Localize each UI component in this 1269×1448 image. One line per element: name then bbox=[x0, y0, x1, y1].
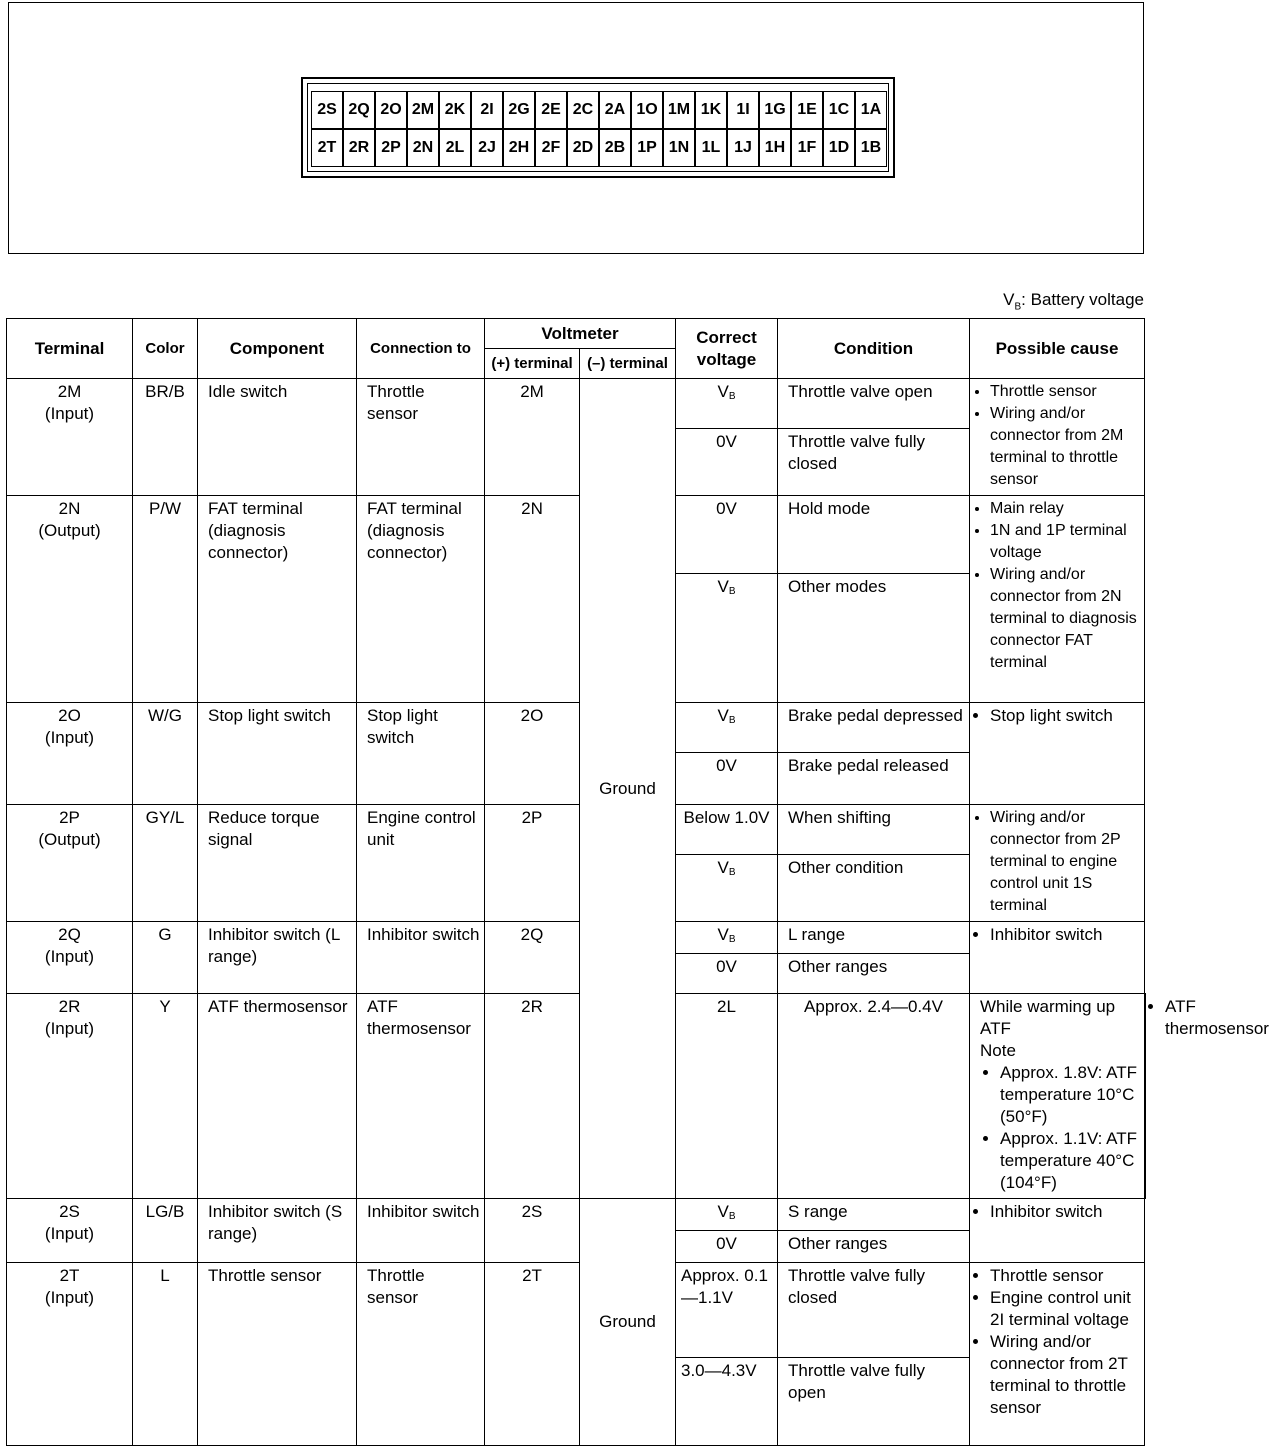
plus-terminal: 2R bbox=[485, 993, 580, 1198]
list-item: • Stop light switch bbox=[990, 705, 1140, 727]
condition: When shifting bbox=[778, 805, 970, 855]
component: Throttle sensor bbox=[198, 1263, 357, 1446]
terminal-io: (Output) bbox=[38, 520, 101, 540]
connector-pin-2b: 2B bbox=[599, 129, 631, 167]
minus-terminal-ground: Ground bbox=[580, 379, 676, 1199]
terminal-id: 2O bbox=[58, 705, 81, 725]
voltage-value: 0V bbox=[716, 432, 737, 452]
list-item: • Wiring and/or connector from 2T terminal to throttle sensor bbox=[990, 1331, 1140, 1419]
possible-causes bbox=[970, 1198, 1145, 1262]
connector-pin-1l: 1L bbox=[695, 129, 727, 167]
connection-to: ATF thermosensor bbox=[357, 993, 485, 1198]
possible-causes bbox=[970, 921, 1145, 993]
table-row bbox=[7, 1198, 1146, 1230]
connector-pin-grid bbox=[311, 91, 887, 167]
connection-to: Inhibitor switch bbox=[357, 921, 485, 993]
connector-pin-1m: 1M bbox=[663, 91, 695, 129]
plus-terminal: 2P bbox=[485, 805, 580, 922]
possible-causes bbox=[970, 1263, 1145, 1446]
connector-pin-2h: 2H bbox=[503, 129, 535, 167]
component: Inhibitor switch (L range) bbox=[198, 921, 357, 993]
connector-pin-2g: 2G bbox=[503, 91, 535, 129]
connector-pin-1b: 1B bbox=[855, 129, 887, 167]
header-color: Color bbox=[133, 319, 198, 379]
voltage-value: $V_B$ bbox=[717, 858, 736, 879]
table-row bbox=[7, 379, 1146, 429]
connector-pin-1c: 1C bbox=[823, 91, 855, 129]
voltage-value: 0V bbox=[716, 956, 737, 976]
wire-color: GY/L bbox=[133, 805, 198, 922]
list-item: • Approx. 1.8V: ATF temperature 10°C (50°F) bbox=[1000, 1062, 1140, 1128]
plus-terminal: 2S bbox=[485, 1198, 580, 1262]
connector-pin-2o: 2O bbox=[375, 91, 407, 129]
connector-pin-2d: 2D bbox=[567, 129, 599, 167]
minus-terminal-ground: Ground bbox=[580, 1198, 676, 1445]
correct-voltage bbox=[676, 921, 778, 953]
header-voltmeter: Voltmeter bbox=[485, 319, 676, 349]
note-label: Note bbox=[980, 1040, 1016, 1060]
terminal-io: (Input) bbox=[44, 727, 95, 747]
condition: Throttle valve fully closed bbox=[778, 1263, 970, 1357]
connector-pin-2i: 2I bbox=[471, 91, 503, 129]
plus-terminal: 2Q bbox=[485, 921, 580, 993]
terminal-io: (Input) bbox=[44, 404, 95, 424]
correct-voltage: Approx. 2.4—0.4V bbox=[778, 993, 970, 1198]
table-row bbox=[7, 805, 1146, 855]
header-possible-cause: Possible cause bbox=[970, 319, 1145, 379]
wire-color: P/W bbox=[133, 495, 198, 702]
voltage-value: $V_B$ bbox=[717, 705, 736, 726]
voltage-value: 0V bbox=[716, 498, 737, 518]
connector-pin-2n: 2N bbox=[407, 129, 439, 167]
connector-pin-2q: 2Q bbox=[343, 91, 375, 129]
list-item: • Wiring and/or connector from 2N terminal to diagnosis connector FAT terminal bbox=[990, 564, 1140, 674]
header-component: Component bbox=[198, 319, 357, 379]
connector-pin-1k: 1K bbox=[695, 91, 727, 129]
terminal-io: (Input) bbox=[44, 946, 95, 966]
condition: L range bbox=[778, 921, 970, 953]
list-item: • Approx. 1.1V: ATF temperature 40°C (104°F) bbox=[1000, 1128, 1140, 1194]
possible-causes bbox=[970, 805, 1145, 922]
list-item: • Inhibitor switch bbox=[990, 1201, 1140, 1223]
header-minus-terminal: (–) terminal bbox=[580, 349, 676, 379]
correct-voltage bbox=[676, 1198, 778, 1230]
connection-to: Throttle sensor bbox=[357, 1263, 485, 1446]
correct-voltage: Approx. 0.1—1.1V bbox=[676, 1263, 778, 1357]
table-row bbox=[7, 993, 1146, 1198]
list-item: • Wiring and/or connector from 2P terminal to engine control unit 1S terminal bbox=[990, 807, 1140, 917]
component: ATF thermosensor bbox=[198, 993, 357, 1198]
correct-voltage bbox=[676, 855, 778, 921]
connector-pin-2r: 2R bbox=[343, 129, 375, 167]
terminal-id: 2M bbox=[57, 382, 82, 402]
connection-to: Inhibitor switch bbox=[357, 1198, 485, 1262]
component: Idle switch bbox=[198, 379, 357, 496]
correct-voltage: 3.0—4.3V bbox=[676, 1357, 778, 1446]
wire-color: W/G bbox=[133, 702, 198, 804]
list-item: • Throttle sensor bbox=[990, 1265, 1140, 1287]
connector-pin-2p: 2P bbox=[375, 129, 407, 167]
terminal-voltage-table bbox=[6, 318, 1269, 1446]
condition: Brake pedal depressed bbox=[778, 702, 970, 752]
voltage-value: Below 1.0V bbox=[683, 808, 770, 828]
wire-color: G bbox=[133, 921, 198, 993]
correct-voltage bbox=[676, 379, 778, 429]
connector-diagram-frame bbox=[8, 2, 1144, 254]
connector-pin-1p: 1P bbox=[631, 129, 663, 167]
list-item: • Main relay bbox=[990, 498, 1140, 520]
plus-terminal: 2N bbox=[485, 495, 580, 702]
condition: Throttle valve fully open bbox=[778, 1357, 970, 1446]
terminal-id: 2T bbox=[59, 1266, 80, 1286]
note-list bbox=[980, 1062, 1140, 1194]
list-item: • Throttle sensor bbox=[990, 381, 1140, 403]
list-item: • 1N and 1P terminal voltage bbox=[990, 520, 1140, 564]
connector-pin-1a: 1A bbox=[855, 91, 887, 129]
voltage-value: $V_B$ bbox=[717, 382, 736, 403]
voltage-value: 0V bbox=[716, 755, 737, 775]
connector-pin-1n: 1N bbox=[663, 129, 695, 167]
battery-voltage-legend: $V_B$: Battery voltage bbox=[1003, 290, 1144, 313]
connector-pin-1e: 1E bbox=[791, 91, 823, 129]
connector-pin-1o: 1O bbox=[631, 91, 663, 129]
terminal-io: (Input) bbox=[44, 1018, 95, 1038]
terminal-id: 2P bbox=[59, 808, 80, 828]
correct-voltage bbox=[676, 752, 778, 804]
list-item: • Engine control unit 2I terminal voltage bbox=[990, 1287, 1140, 1331]
connector-pin-2j: 2J bbox=[471, 129, 503, 167]
wire-color: LG/B bbox=[133, 1198, 198, 1262]
voltage-value: 0V bbox=[716, 1233, 737, 1253]
wire-color: Y bbox=[133, 993, 198, 1198]
connector-pin-2a: 2A bbox=[599, 91, 631, 129]
voltage-value: $V_B$ bbox=[717, 577, 736, 598]
condition bbox=[970, 993, 1145, 1198]
terminal-id: 2R bbox=[58, 996, 81, 1016]
connector-pin-2f: 2F bbox=[535, 129, 567, 167]
connector-pin-1d: 1D bbox=[823, 129, 855, 167]
connector-pin-2e: 2E bbox=[535, 91, 567, 129]
voltage-value: $V_B$ bbox=[717, 1201, 736, 1222]
condition: Hold mode bbox=[778, 495, 970, 573]
list-item: • Wiring and/or connector from 2M terminal to throttle sensor bbox=[990, 403, 1140, 491]
correct-voltage bbox=[676, 1230, 778, 1262]
connector-pin-1g: 1G bbox=[759, 91, 791, 129]
terminal-io: (Output) bbox=[38, 830, 101, 850]
table-row bbox=[7, 495, 1146, 573]
condition: Other modes bbox=[778, 574, 970, 703]
minus-terminal: 2L bbox=[676, 993, 778, 1198]
condition: Other condition bbox=[778, 855, 970, 921]
condition: Other ranges bbox=[778, 1230, 970, 1262]
connection-to: Stop light switch bbox=[357, 702, 485, 804]
condition-text: While warming up ATF bbox=[980, 996, 1116, 1038]
connector-pin-2t: 2T bbox=[311, 129, 343, 167]
possible-causes bbox=[970, 495, 1145, 702]
terminal-id: 2Q bbox=[58, 924, 81, 944]
wire-color: BR/B bbox=[133, 379, 198, 496]
connector-diagram bbox=[301, 77, 895, 178]
component: Stop light switch bbox=[198, 702, 357, 804]
condition: Other ranges bbox=[778, 953, 970, 993]
connector-pin-2k: 2K bbox=[439, 91, 471, 129]
component: Inhibitor switch (S range) bbox=[198, 1198, 357, 1262]
connector-pin-1f: 1F bbox=[791, 129, 823, 167]
connection-to: Throttle sensor bbox=[357, 379, 485, 496]
condition: Throttle valve fully closed bbox=[778, 429, 970, 495]
component: FAT terminal (diagnosis connector) bbox=[198, 495, 357, 702]
connector-pin-2c: 2C bbox=[567, 91, 599, 129]
condition: Brake pedal released bbox=[778, 752, 970, 804]
connector-pin-1h: 1H bbox=[759, 129, 791, 167]
connection-to: FAT terminal (diagnosis connector) bbox=[357, 495, 485, 702]
correct-voltage bbox=[676, 702, 778, 752]
table-row bbox=[7, 921, 1146, 953]
connector-pin-1i: 1I bbox=[727, 91, 759, 129]
connector-pin-2m: 2M bbox=[407, 91, 439, 129]
plus-terminal: 2M bbox=[485, 379, 580, 496]
header-correct-voltage: Correct voltage bbox=[676, 319, 778, 379]
table-row bbox=[7, 702, 1146, 752]
voltage-value: $V_B$ bbox=[717, 924, 736, 945]
connector-pin-2l: 2L bbox=[439, 129, 471, 167]
possible-causes bbox=[970, 379, 1145, 496]
header-connection: Connection to bbox=[357, 319, 485, 379]
condition: S range bbox=[778, 1198, 970, 1230]
wire-color: L bbox=[133, 1263, 198, 1446]
terminal-id: 2N bbox=[58, 498, 81, 518]
correct-voltage bbox=[676, 495, 778, 573]
correct-voltage bbox=[676, 429, 778, 495]
header-terminal: Terminal bbox=[7, 319, 133, 379]
header-plus-terminal: (+) terminal bbox=[485, 349, 580, 379]
connector-pin-1j: 1J bbox=[727, 129, 759, 167]
correct-voltage bbox=[676, 953, 778, 993]
condition: Throttle valve open bbox=[778, 379, 970, 429]
terminal-id: 2S bbox=[59, 1201, 80, 1221]
connector-pin-2s: 2S bbox=[311, 91, 343, 129]
list-item: • Inhibitor switch bbox=[990, 924, 1140, 946]
correct-voltage bbox=[676, 574, 778, 703]
component: Reduce torque signal bbox=[198, 805, 357, 922]
possible-causes: ATF thermosensor bbox=[1145, 993, 1146, 1198]
terminal-io: (Input) bbox=[44, 1288, 95, 1308]
connection-to: Engine control unit bbox=[357, 805, 485, 922]
header-condition: Condition bbox=[778, 319, 970, 379]
terminal-io: (Input) bbox=[44, 1223, 95, 1243]
table-row bbox=[7, 1263, 1146, 1357]
correct-voltage bbox=[676, 805, 778, 855]
plus-terminal: 2O bbox=[485, 702, 580, 804]
possible-causes bbox=[970, 702, 1145, 804]
plus-terminal: 2T bbox=[485, 1263, 580, 1446]
